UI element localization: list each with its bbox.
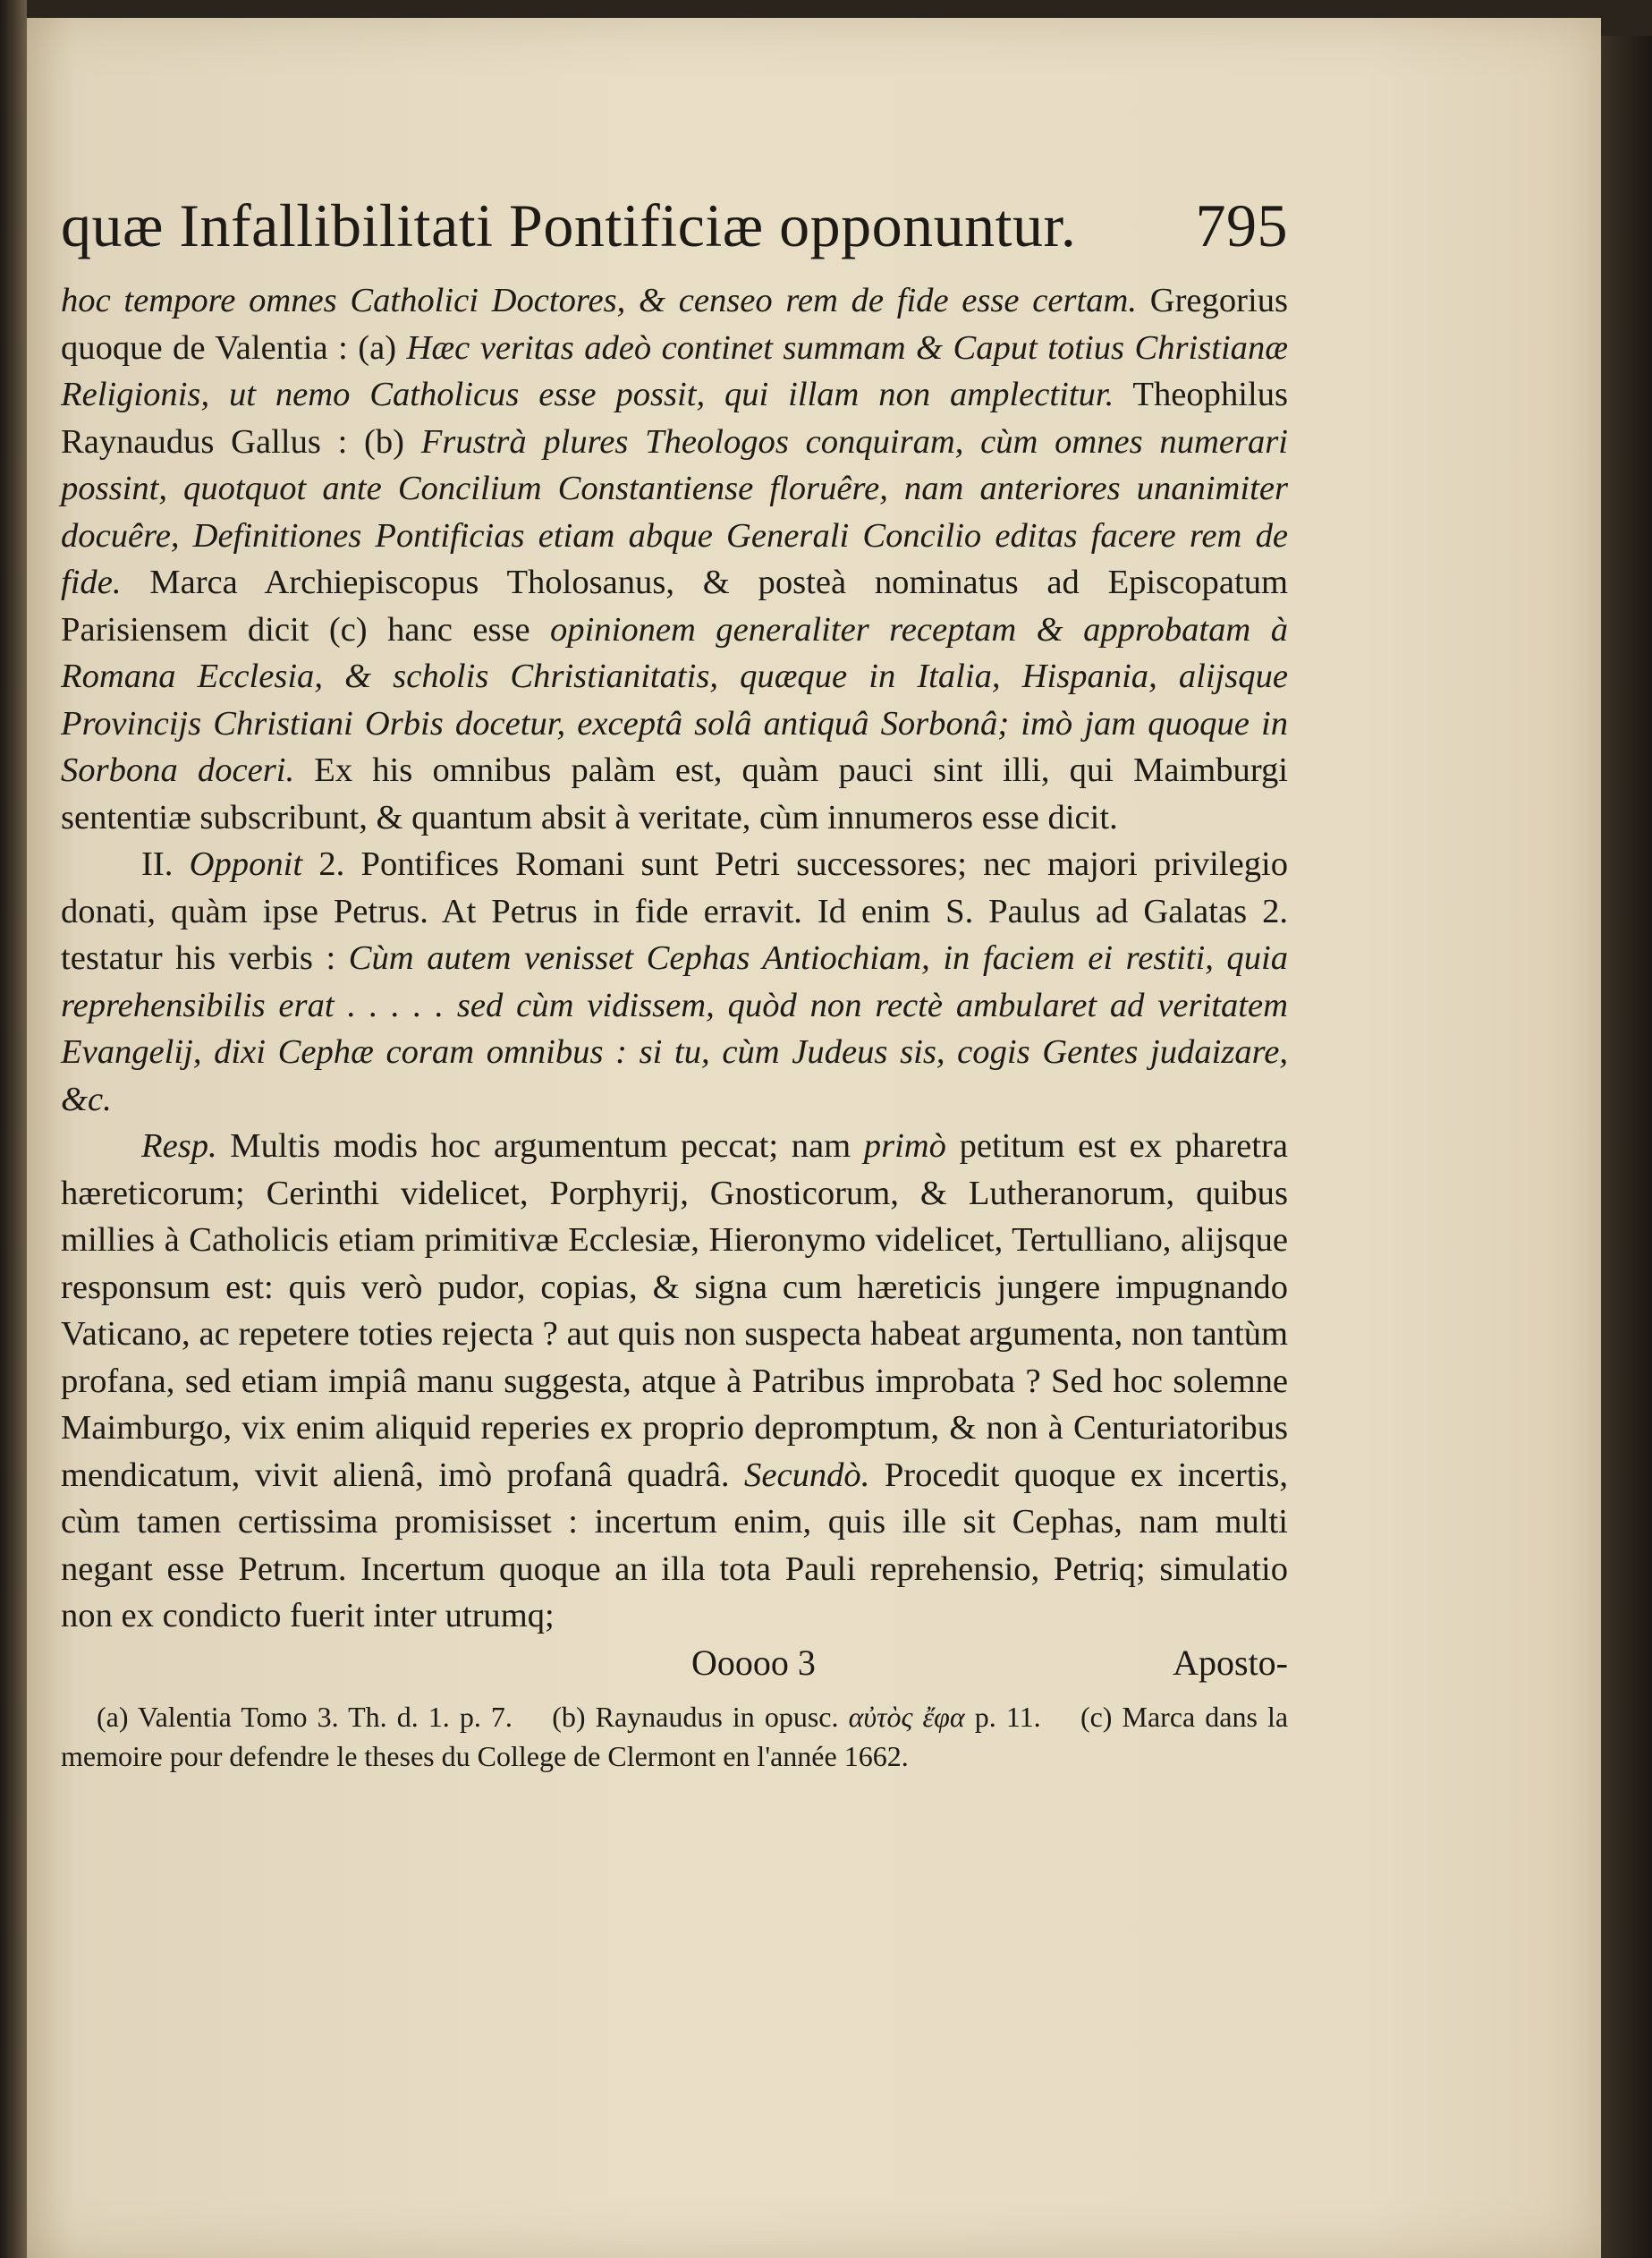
footnote-block xyxy=(61,1697,1288,1776)
text-segment: Theophilus Raynaudus Gallus : (b) xyxy=(61,376,1288,461)
text-segment: Multis modis hoc argumentum peccat; nam xyxy=(216,1127,864,1165)
text-segment: hoc tempore omnes Catholici Doctores, & censeo rem de fide esse certam. xyxy=(61,282,1138,319)
text-segment: Secundò. xyxy=(744,1456,870,1494)
catchword: Aposto- xyxy=(1173,1642,1288,1683)
text-segment: Procedit quoque ex incertis, cùm tamen certissima promisisset : incertum enim, quis ille sit Cephas, nam multi negant esse Petrum. Incertum quoque an illa tota Pauli reprehensio, Petriq; simulatio non ex condicto fuerit inter utrumq; xyxy=(61,1456,1288,1634)
footnotes xyxy=(61,1697,1288,1776)
text-segment: opinionem generaliter receptam & approbatam à Romana Ecclesia, & scholis Christianitatis, quæque in Italia, Hispania, alijsque Provincijs Christiani Orbis docetur, exceptâ solâ antiquâ Sorbonâ; imò jam quoque in Sorbona doceri. xyxy=(61,610,1288,789)
text-segment: Resp. xyxy=(141,1127,217,1165)
text-segment: Opponit xyxy=(189,845,303,883)
text-segment: Marca Archiepiscopus Tholosanus, & posteà nominatus ad Episcopatum Parisiensem dicit (c) hanc esse xyxy=(61,564,1288,649)
text-segment: Ex his omnibus palàm est, quàm pauci sint illi, qui Maimburgi sententiæ subscribunt, & quantum absit à veritate, cùm innumeros esse dicit. xyxy=(61,751,1289,836)
footnote-b-suffix: p. 11. xyxy=(974,1700,1041,1733)
body-text xyxy=(61,277,1288,1640)
signature-mark: Ooooo 3 xyxy=(691,1642,816,1683)
paragraph-3 xyxy=(61,1123,1288,1640)
text-segment: 2. Pontifices Romani sunt Petri successores; nec majori privilegio donati, quàm ipse Petrus. At Petrus in fide erravit. Id enim S. Paulus ad Galatas 2. testatur his verbis : xyxy=(61,845,1289,977)
book-spine-shadow xyxy=(0,0,27,2258)
text-segment: Cùm autem venisset Cephas Antiochiam, in faciem ei restiti, quia reprehensibilis erat . . . . . sed cùm vidissem, quòd non rectè ambularet ad veritatem Evangelij, dixi Cephæ coram omnibus : si tu, cùm Judeus sis, cogis Gentes judaizare, &c. xyxy=(61,939,1288,1118)
footnote-a: (a) Valentia Tomo 3. Th. d. 1. p. 7. xyxy=(97,1700,513,1733)
text-segment: petitum est ex pharetra hæreticorum; Cerinthi videlicet, Porphyrij, Gnosticorum, & Lutheranorum, quibus millies à Catholicis etiam primitivæ Ecclesiæ, Hieronymo videlicet, Tertulliano, alijsque responsum est: quis verò pudor, copias, & signa cum hæreticis jungere impugnando Vaticano, ac repetere toties rejecta ? aut quis non suspecta habeat argumenta, non tantùm profana, sed etiam impiâ manu suggesta, atque à Patribus improbata ? Sed hoc solemne Maimburgo, vix enim aliquid reperies ex proprio depromptum, & non à Centuriatoribus mendicatum, vivit alienâ, imò profanâ quadrâ. xyxy=(61,1127,1288,1494)
footnote-c: (c) Marca dans la memoire pour defendre le theses du College de Clermont en l'année 1662. xyxy=(61,1700,1289,1772)
signature-line xyxy=(61,1640,1288,1686)
page-content xyxy=(61,188,1288,1776)
running-header xyxy=(61,188,1288,263)
running-title: quæ Infallibilitati Pontificiæ opponuntur. xyxy=(61,191,1077,259)
footnote-b-greek: αὐτὸς ἔφα xyxy=(848,1700,965,1733)
text-segment: primò xyxy=(863,1127,946,1165)
page-edge-shadow xyxy=(1601,36,1652,2258)
text-segment: Hæc veritas adeò continet summam & Caput totius Christianæ Religionis, ut nemo Catholicus esse possit, qui illam non amplectitur. xyxy=(61,328,1288,413)
page-number: 795 xyxy=(1195,191,1288,259)
paragraph-1 xyxy=(61,277,1288,841)
paragraph-2 xyxy=(61,841,1288,1123)
footnote-b-prefix: (b) Raynaudus in opusc. xyxy=(552,1700,839,1733)
text-segment: Gregorius quoque de Valentia : (a) xyxy=(61,282,1289,367)
text-segment: II. xyxy=(141,845,190,883)
text-segment: Frustrà plures Theologos conquiram, cùm omnes numerari possint, quotquot ante Concilium Constantiense floruêre, nam anteriores unanimiter docuêre, Definitiones Pontificias etiam abque Generali Concilio editas facere rem de fide. xyxy=(61,422,1288,601)
